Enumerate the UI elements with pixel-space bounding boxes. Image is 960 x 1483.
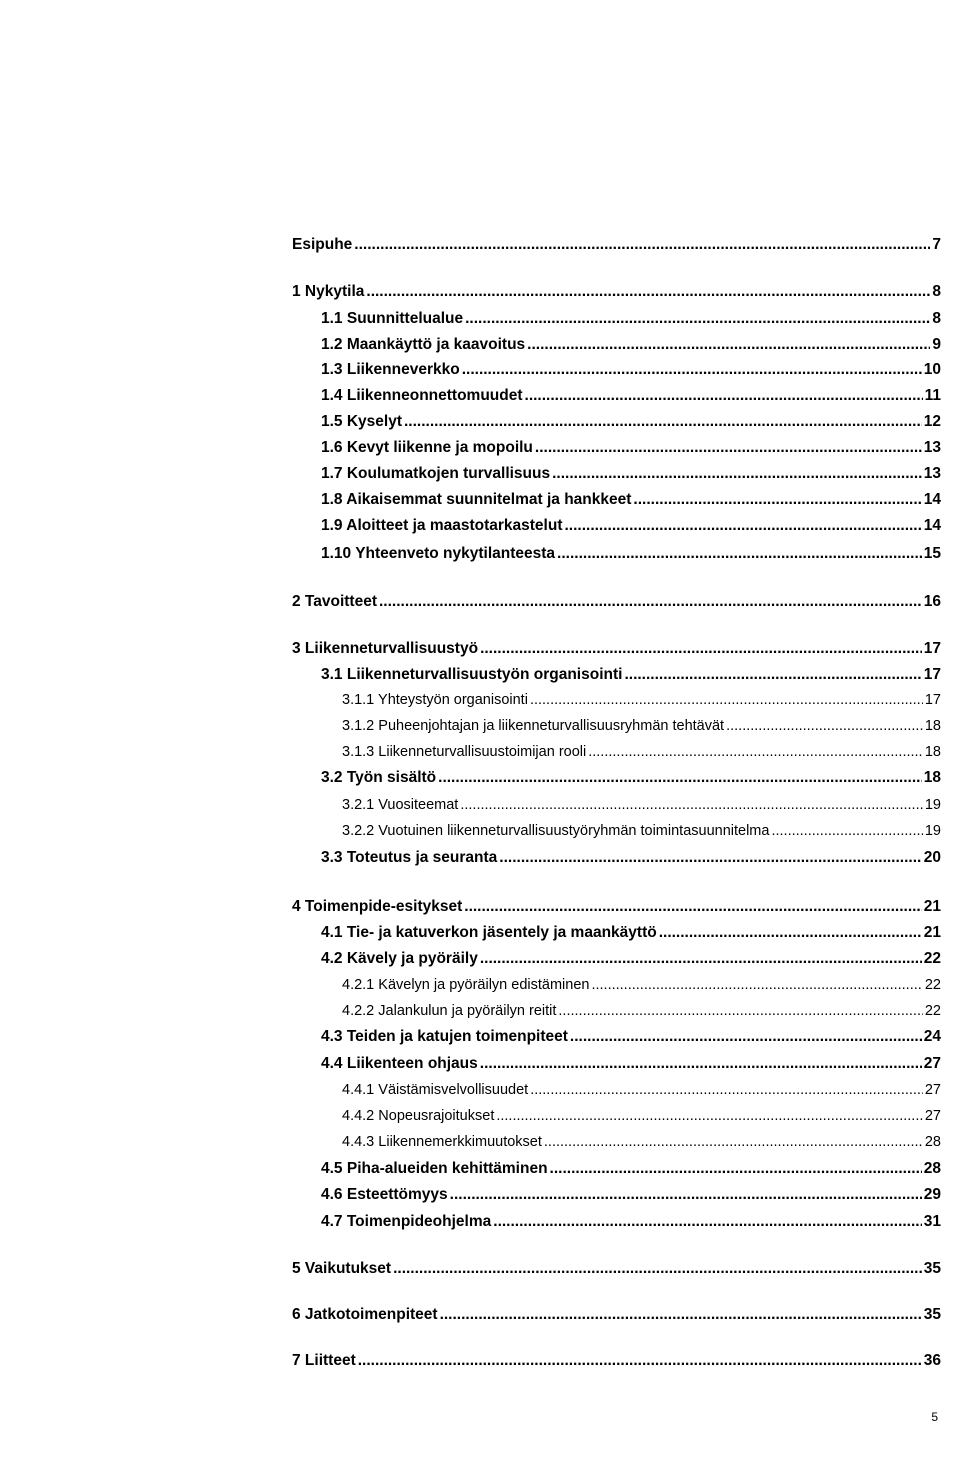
toc-entry-title: Esipuhe: [292, 236, 353, 253]
toc-entry[interactable]: [321, 1186, 941, 1206]
toc-dot-leader: [464, 898, 921, 916]
toc-dot-leader: [558, 1002, 922, 1020]
toc-entry-page: 8: [932, 310, 941, 327]
toc-dot-leader: [525, 387, 923, 405]
toc-entry-title: 3.1.2 Puheenjohtajan ja liikenneturvallisuusryhmän tehtävät: [342, 718, 725, 734]
toc-entry[interactable]: [292, 236, 941, 256]
toc-entry-title: 7 Liitteet: [292, 1352, 356, 1369]
toc-entry[interactable]: [321, 361, 941, 381]
toc-dot-leader: [530, 1081, 923, 1099]
toc-dot-leader: [450, 1186, 922, 1204]
toc-entry-page: 15: [923, 545, 941, 562]
toc-dot-leader: [465, 310, 930, 328]
toc-entry-page: 13: [923, 439, 941, 456]
toc-entry-title: 1.3 Liikenneverkko: [321, 361, 460, 378]
toc-entry-title: 4.4.1 Väistämisvelvollisuudet: [342, 1082, 529, 1098]
toc-entry[interactable]: [321, 336, 941, 356]
toc-entry[interactable]: [292, 1306, 941, 1326]
toc-entry[interactable]: [342, 691, 941, 711]
toc-entry-page: 11: [924, 387, 941, 404]
toc-dot-leader: [550, 1160, 922, 1178]
toc-entry[interactable]: [321, 849, 941, 869]
toc-entry-page: 13: [923, 465, 941, 482]
toc-entry-title: 4.4 Liikenteen ohjaus: [321, 1055, 478, 1072]
toc-entry-title: 1.9 Aloitteet ja maastotarkastelut: [321, 517, 563, 534]
toc-entry[interactable]: [321, 1160, 941, 1180]
toc-entry[interactable]: [342, 1107, 941, 1127]
toc-entry-page: 29: [923, 1186, 941, 1203]
toc-entry-title: 1.2 Maankäyttö ja kaavoitus: [321, 336, 526, 353]
toc-dot-leader: [404, 413, 922, 431]
toc-entry-title: 1.4 Liikenneonnettomuudet: [321, 387, 523, 404]
toc-entry[interactable]: [321, 666, 941, 686]
toc-dot-leader: [564, 517, 921, 535]
toc-entry-page: 7: [932, 236, 941, 253]
toc-entry[interactable]: [342, 822, 941, 842]
toc-dot-leader: [480, 640, 922, 658]
toc-entry-title: 4.4.3 Liikennemerkkimuutokset: [342, 1134, 542, 1150]
toc-entry-title: 4.4.2 Nopeusrajoitukset: [342, 1108, 495, 1124]
toc-entry-title: 1.5 Kyselyt: [321, 413, 402, 430]
toc-dot-leader: [659, 924, 922, 942]
toc-dot-leader: [493, 1213, 921, 1231]
toc-entry-title: 4.5 Piha-alueiden kehittäminen: [321, 1160, 548, 1177]
toc-entry[interactable]: [342, 743, 941, 763]
toc-entry-page: 35: [923, 1260, 941, 1277]
toc-entry-page: 28: [924, 1134, 941, 1150]
toc-entry-page: 17: [923, 640, 941, 657]
toc-entry[interactable]: [321, 439, 941, 459]
toc-entry-page: 18: [924, 718, 941, 734]
toc-entry[interactable]: [342, 1133, 941, 1153]
toc-entry[interactable]: [321, 545, 941, 565]
toc-dot-leader: [379, 593, 922, 611]
toc-dot-leader: [633, 491, 921, 509]
toc-entry[interactable]: [321, 950, 941, 970]
toc-entry-title: 3 Liikenneturvallisuustyö: [292, 640, 479, 657]
toc-entry-page: 28: [923, 1160, 941, 1177]
toc-entry-title: 1.10 Yhteenveto nykytilanteesta: [321, 545, 556, 562]
toc-dot-leader: [499, 849, 921, 867]
toc-entry-page: 20: [923, 849, 941, 866]
toc-entry-title: 4.6 Esteettömyys: [321, 1186, 448, 1203]
toc-entry[interactable]: [292, 898, 941, 918]
toc-entry-page: 18: [924, 744, 941, 760]
toc-entry-page: 27: [924, 1082, 941, 1098]
toc-entry-page: 9: [932, 336, 941, 353]
toc-dot-leader: [591, 976, 922, 994]
toc-entry[interactable]: [342, 796, 941, 816]
toc-dot-leader: [527, 336, 930, 354]
toc-entry[interactable]: [342, 1002, 941, 1022]
toc-dot-leader: [460, 796, 923, 814]
toc-entry-title: 1.7 Koulumatkojen turvallisuus: [321, 465, 551, 482]
toc-dot-leader: [393, 1260, 922, 1278]
toc-entry[interactable]: [342, 717, 941, 737]
toc-entry-title: 5 Vaikutukset: [292, 1260, 392, 1277]
toc-entry[interactable]: [321, 769, 941, 789]
toc-entry-title: 4.2 Kävely ja pyöräily: [321, 950, 478, 967]
toc-entry-title: 4.1 Tie- ja katuverkon jäsentely ja maankäyttö: [321, 924, 657, 941]
toc-entry-title: 3.1 Liikenneturvallisuustyön organisointi: [321, 666, 623, 683]
toc-dot-leader: [535, 439, 922, 457]
toc-entry-page: 8: [932, 283, 941, 300]
toc-entry[interactable]: [321, 465, 941, 485]
toc-entry-page: 27: [923, 1055, 941, 1072]
toc-dot-leader: [544, 1133, 923, 1151]
toc-entry[interactable]: [321, 1213, 941, 1233]
toc-entry-page: 14: [923, 491, 941, 508]
toc-entry-page: 12: [923, 413, 941, 430]
toc-dot-leader: [354, 236, 930, 254]
toc-entry-title: 1.1 Suunnittelualue: [321, 310, 464, 327]
toc-entry-title: 2 Tavoitteet: [292, 593, 377, 610]
toc-entry-title: 4.2.2 Jalankulun ja pyöräilyn reitit: [342, 1003, 557, 1019]
toc-entry-page: 16: [923, 593, 941, 610]
toc-dot-leader: [588, 743, 923, 761]
toc-dot-leader: [557, 545, 922, 563]
toc-entry-page: 31: [923, 1213, 941, 1230]
toc-entry[interactable]: [292, 1352, 941, 1372]
toc-entry[interactable]: [292, 1260, 941, 1280]
toc-dot-leader: [552, 465, 922, 483]
toc-entry-page: 22: [923, 950, 941, 967]
toc-entry-title: 4.2.1 Kävelyn ja pyöräilyn edistäminen: [342, 977, 590, 993]
toc-entry-page: 21: [923, 898, 941, 915]
toc-entry-page: 14: [923, 517, 941, 534]
toc-dot-leader: [480, 1055, 922, 1073]
toc-entry-title: 3.2.1 Vuositeemat: [342, 797, 459, 813]
toc-entry[interactable]: [321, 387, 941, 407]
toc-entry-page: 36: [923, 1352, 941, 1369]
toc-dot-leader: [771, 822, 922, 840]
toc-entry[interactable]: [292, 283, 941, 303]
toc-dot-leader: [358, 1352, 922, 1370]
toc-entry-title: 4 Toimenpide-esitykset: [292, 898, 463, 915]
toc-dot-leader: [480, 950, 922, 968]
toc-entry[interactable]: [321, 517, 941, 537]
toc-entry-title: 1 Nykytila: [292, 283, 365, 300]
toc-entry-page: 10: [923, 361, 941, 378]
toc-entry-page: 17: [923, 666, 941, 683]
toc-entry-title: 6 Jatkotoimenpiteet: [292, 1306, 438, 1323]
toc-entry-page: 17: [924, 692, 941, 708]
toc-entry[interactable]: [321, 1028, 941, 1048]
toc-dot-leader: [624, 666, 921, 684]
toc-entry-title: 3.2 Työn sisältö: [321, 769, 437, 786]
toc-entry-page: 24: [923, 1028, 941, 1045]
toc-entry-page: 21: [923, 924, 941, 941]
toc-entry-title: 4.7 Toimenpideohjelma: [321, 1213, 492, 1230]
toc-entry-title: 1.6 Kevyt liikenne ja mopoilu: [321, 439, 533, 456]
toc-dot-leader: [496, 1107, 923, 1125]
toc-entry-page: 27: [924, 1108, 941, 1124]
toc-entry-page: 22: [924, 977, 941, 993]
toc-entry-title: 1.8 Aikaisemmat suunnitelmat ja hankkeet: [321, 491, 632, 508]
toc-entry-page: 19: [924, 823, 941, 839]
toc-dot-leader: [726, 717, 923, 735]
toc-entry-page: 19: [924, 797, 941, 813]
toc-dot-leader: [366, 283, 930, 301]
toc-dot-leader: [570, 1028, 922, 1046]
toc-entry-page: 35: [923, 1306, 941, 1323]
toc-entry-title: 3.3 Toteutus ja seuranta: [321, 849, 498, 866]
toc-dot-leader: [530, 691, 923, 709]
toc-entry-title: 3.1.1 Yhteystyön organisointi: [342, 692, 528, 708]
page-number: 5: [931, 1410, 938, 1424]
toc-entry-title: 3.1.3 Liikenneturvallisuustoimijan rooli: [342, 744, 587, 760]
toc-entry[interactable]: [321, 413, 941, 433]
toc-entry-page: 18: [923, 769, 941, 786]
toc-entry[interactable]: [342, 976, 941, 996]
toc-entry[interactable]: [292, 593, 941, 613]
toc-dot-leader: [438, 769, 922, 787]
toc-entry[interactable]: [321, 310, 941, 330]
toc-dot-leader: [462, 361, 922, 379]
toc-dot-leader: [440, 1306, 922, 1324]
toc-entry-title: 3.2.2 Vuotuinen liikenneturvallisuustyöryhmän toimintasuunnitelma: [342, 823, 770, 839]
toc-entry[interactable]: [321, 491, 941, 511]
toc-entry-page: 22: [924, 1003, 941, 1019]
toc-entry[interactable]: [342, 1081, 941, 1101]
toc-entry[interactable]: [321, 924, 941, 944]
toc-entry[interactable]: [321, 1055, 941, 1075]
toc-entry-title: 4.3 Teiden ja katujen toimenpiteet: [321, 1028, 568, 1045]
toc-entry[interactable]: [292, 640, 941, 660]
